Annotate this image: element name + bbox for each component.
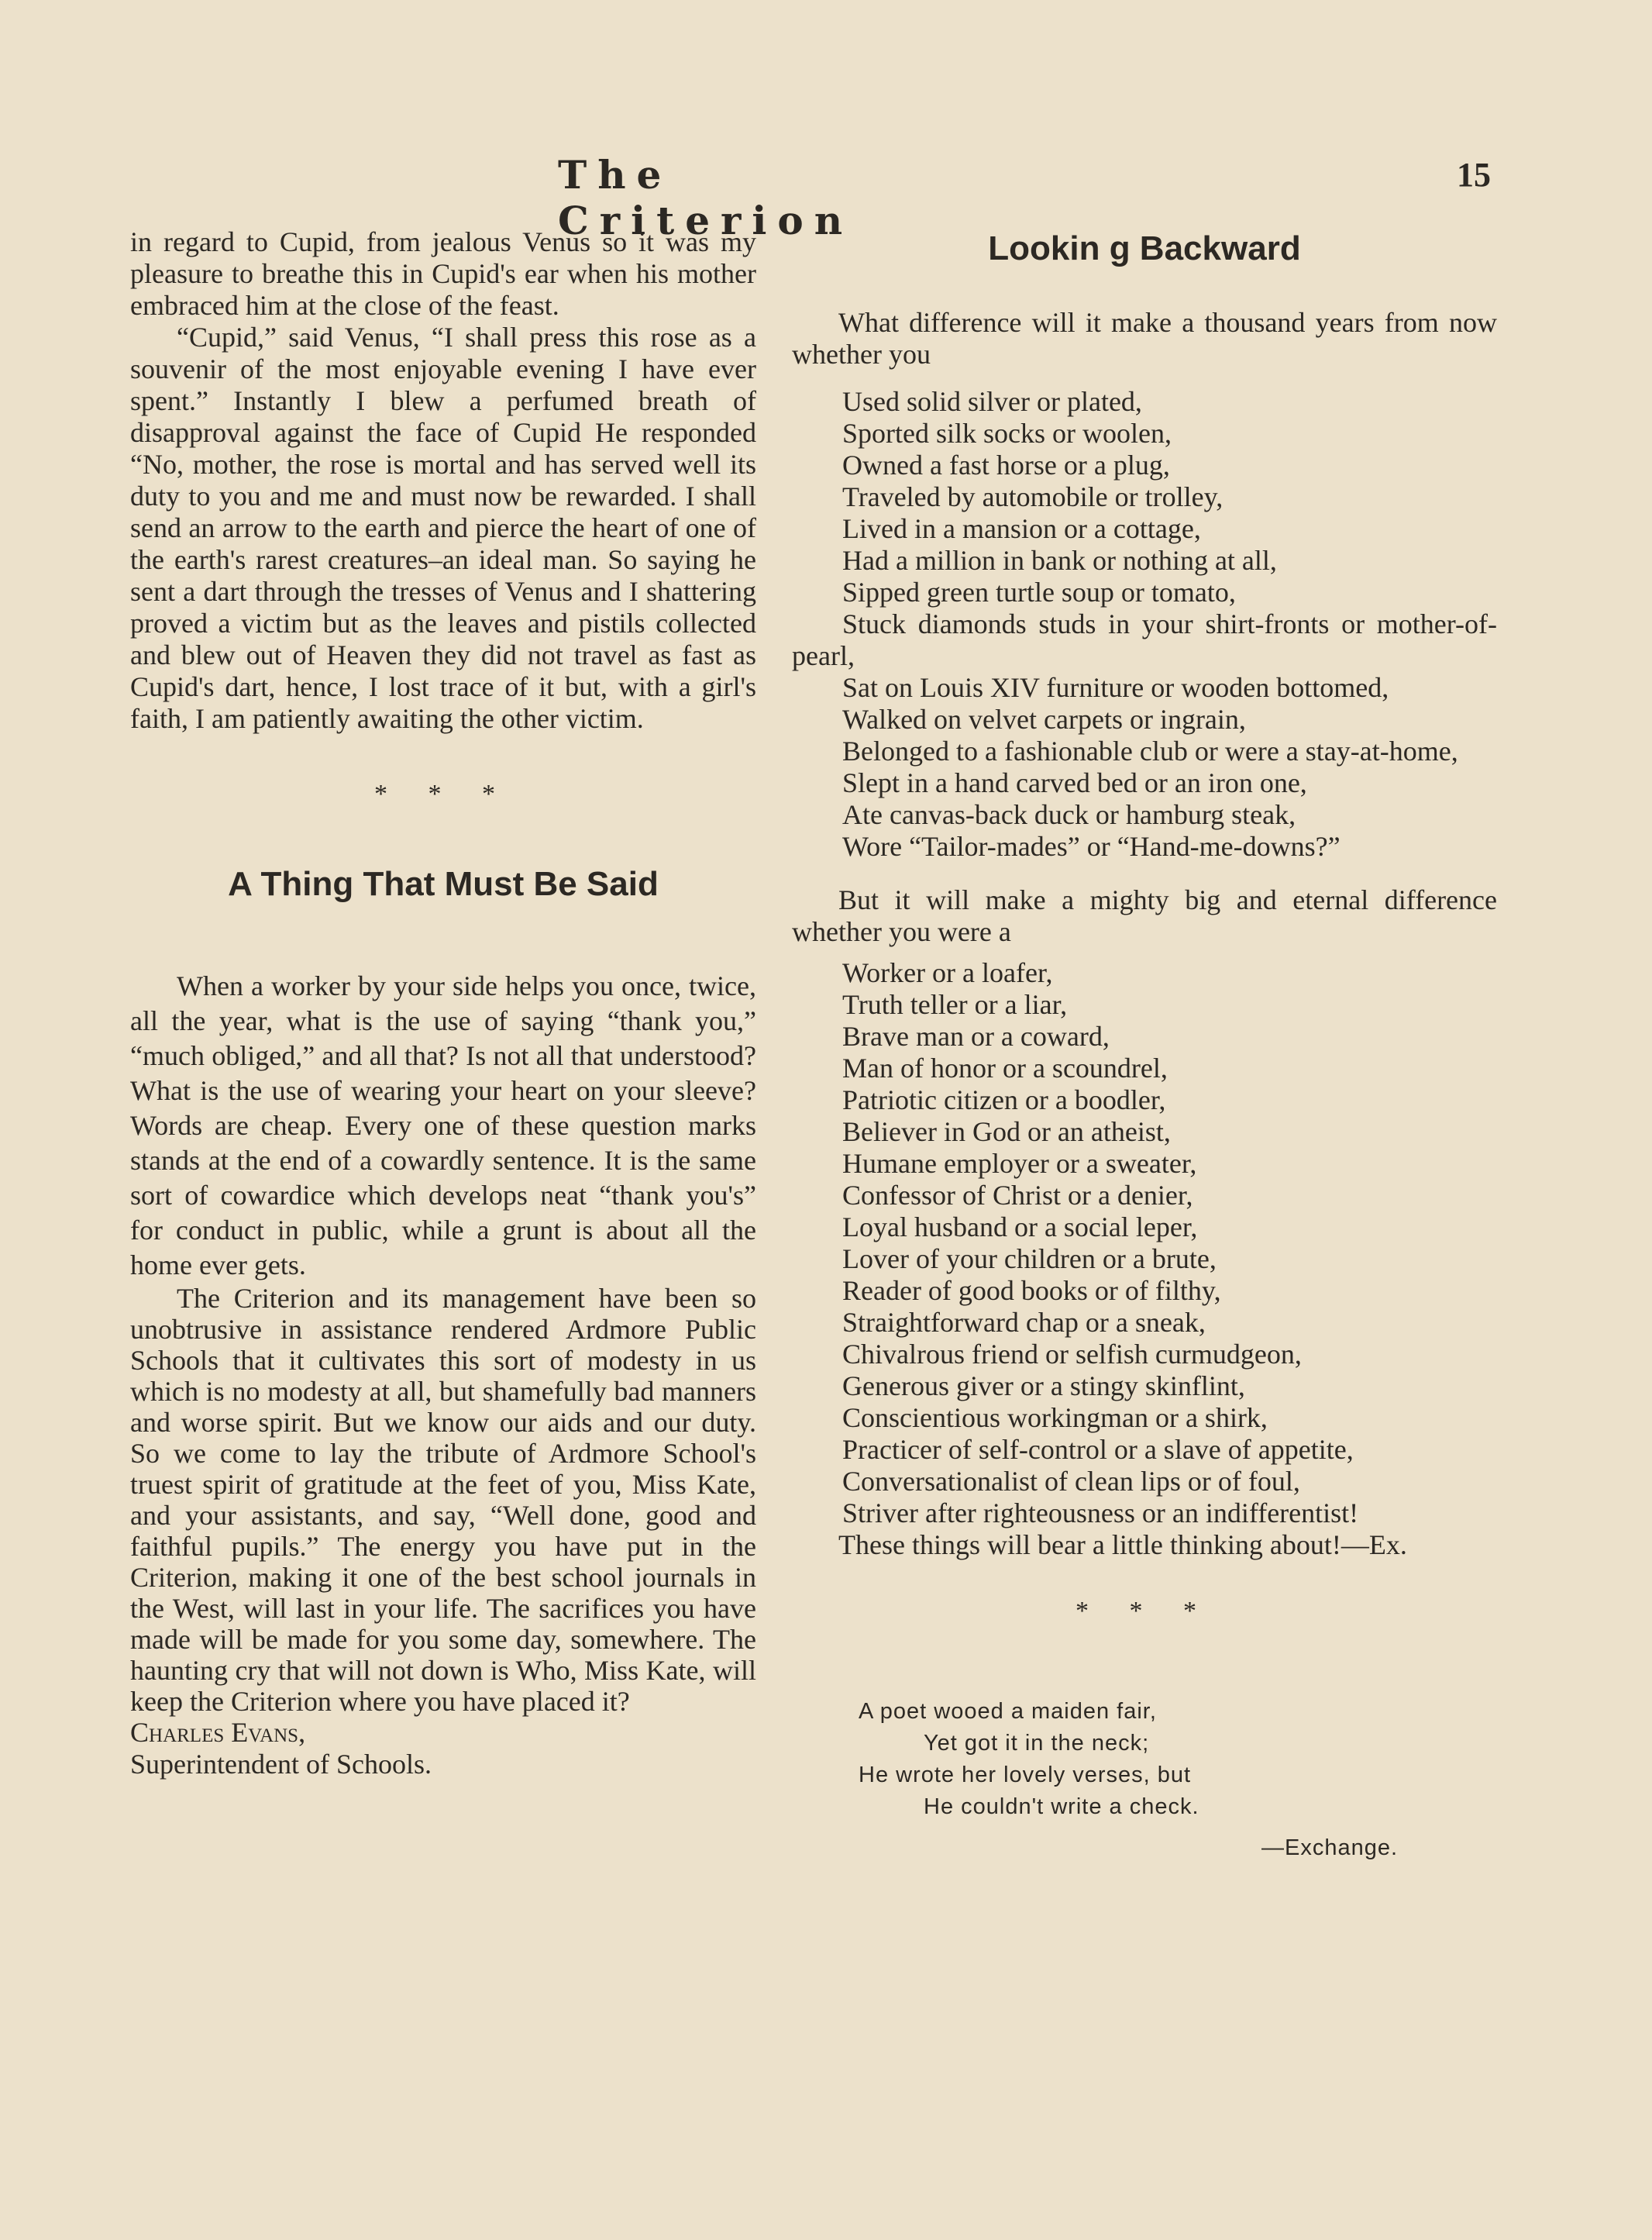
list-item: Sat on Louis XIV furniture or wooden bottomed, bbox=[842, 672, 1389, 703]
list-item: Walked on velvet carpets or ingrain, bbox=[842, 704, 1246, 735]
list-item: Patriotic citizen or a boodler, bbox=[842, 1084, 1166, 1115]
list-item: Confessor of Christ or a denier, bbox=[842, 1180, 1193, 1211]
article-heading-thing-said: A Thing That Must Be Said bbox=[228, 865, 659, 903]
list-item: Slept in a hand carved bed or an iron one, bbox=[842, 767, 1307, 798]
list-item: Humane employer or a sweater, bbox=[842, 1148, 1197, 1179]
list-item: Brave man or a coward, bbox=[842, 1021, 1110, 1052]
list-item: Striver after righteousness or an indifferentist! bbox=[842, 1497, 1359, 1528]
list-item: Wore “Tailor-mades” or “Hand-me-downs?” bbox=[842, 831, 1341, 862]
list-item: Reader of good books or of filthy, bbox=[842, 1275, 1221, 1306]
list-item: Used solid silver or plated, bbox=[842, 386, 1142, 417]
article-paragraph-2: The Criterion and its management have been so unobtrusive in assistance rendered Ardmore Public Schools that it cultivates this sort of modesty in us which is no modesty at all, but shamefully bad manners and worse spirit. But we know our aids and our duty. So we come to lay the tribute of Ardmore School's truest spirit of gratitude at the feet of you, Miss Kate, and your assistants, and say, “Well done, good and faithful pupils.” The energy you have put in the Criterion, making it one of the best school journals in the West, will last in your life. The sacrifices you have made will be made for you some day, somewhere. The haunting cry that will not down is Who, Miss Kate, will keep the Criterion where you have placed it? bbox=[130, 1283, 756, 1717]
list-item: Sipped green turtle soup or tomato, bbox=[842, 577, 1236, 608]
list-item: Stuck diamonds studs in your shirt-fronts or mother-of-pearl, bbox=[792, 608, 1497, 671]
cupid-story-paragraph: “Cupid,” said Venus, “I shall press this rose as a souvenir of the most enjoyable evening I have ever spent.” Instantly I blew a perfumed breath of disapproval against the face of Cupid He responded “No, mother, the rose is mortal and has served well its duty to you and me and must now be rewarded. I shall send an arrow to the earth and pierce the heart of one of the earth's rarest creatures–an ideal man. So saying he sent a dart through the tresses of Venus and I shattering proved a victim but as the leaves and pistils collected and blew out of Heaven they did not travel as fast as Cupid's dart, hence, I lost trace of it but, with a girl's faith, I am patiently awaiting the other victim. bbox=[130, 322, 756, 734]
difference-list-eternal bbox=[792, 957, 1497, 1529]
article-heading-looking-backward: Lookin g Backward bbox=[988, 229, 1301, 267]
list-item: Had a million in bank or nothing at all, bbox=[842, 545, 1277, 576]
list-item: Ate canvas-back duck or hamburg steak, bbox=[842, 799, 1296, 830]
signature-name: Charles Evans, bbox=[130, 1717, 306, 1748]
right-column bbox=[792, 226, 1497, 1864]
list-item: Practicer of self-control or a slave of appetite, bbox=[842, 1434, 1354, 1465]
list-item: Straightforward chap or a sneak, bbox=[842, 1307, 1206, 1338]
looking-backward-intro-2: But it will make a mighty big and eternal difference whether you were a bbox=[792, 884, 1497, 947]
poem-line: He wrote her lovely verses, but bbox=[859, 1763, 1192, 1787]
list-item: Conversationalist of clean lips or of foul, bbox=[842, 1466, 1300, 1497]
article-paragraph-1: When a worker by your side helps you once, twice, all the year, what is the use of saying “thank you,” “much obliged,” and all that? Is not all that understood? What is the use of wearing your heart on your sleeve? Words are cheap. Every one of these question marks stands at the end of a cowardly sentence. It is the same sort of cowardice which develops neat “thank you's” for conduct in public, while a grunt is about all the home ever gets. bbox=[130, 970, 756, 1280]
section-divider-stars: * * * bbox=[1076, 1597, 1213, 1625]
list-item: Belonged to a fashionable club or were a stay-at-home, bbox=[842, 736, 1458, 767]
difference-list-trivial bbox=[792, 386, 1497, 863]
signature-title: Superintendent of Schools. bbox=[130, 1749, 432, 1780]
list-item: Man of honor or a scoundrel, bbox=[842, 1053, 1168, 1084]
list-item: Chivalrous friend or selfish curmudgeon, bbox=[842, 1339, 1302, 1370]
list-item: Loyal husband or a social leper, bbox=[842, 1211, 1198, 1242]
list-item: Generous giver or a stingy skinflint, bbox=[842, 1370, 1245, 1401]
list-item: Lived in a mansion or a cottage, bbox=[842, 513, 1201, 544]
poem-credit: —Exchange. bbox=[1261, 1835, 1399, 1860]
list-item: Believer in God or an atheist, bbox=[842, 1116, 1171, 1147]
section-divider-stars: * * * bbox=[374, 780, 512, 808]
left-column bbox=[130, 226, 756, 1780]
poem-line: A poet wooed a maiden fair, bbox=[859, 1699, 1157, 1724]
cupid-story-continuation: in regard to Cupid, from jealous Venus so it was my pleasure to breathe this in Cupid's ear when his mother embraced him at the close of the feast. bbox=[130, 226, 756, 321]
short-poem bbox=[792, 1696, 1497, 1864]
list-item: Owned a fast horse or a plug, bbox=[842, 450, 1170, 481]
list-item: Sported silk socks or woolen, bbox=[842, 418, 1172, 449]
list-item: Lover of your children or a brute, bbox=[842, 1243, 1217, 1274]
list-item: Traveled by automobile or trolley, bbox=[842, 481, 1224, 512]
list-item: Worker or a loafer, bbox=[842, 957, 1053, 988]
poem-line: Yet got it in the neck; bbox=[924, 1731, 1150, 1756]
looking-backward-closing: These things will bear a little thinking about!—Ex. bbox=[838, 1529, 1407, 1560]
list-item: Conscientious workingman or a shirk, bbox=[842, 1402, 1268, 1433]
page-number: 15 bbox=[1457, 156, 1491, 194]
list-item: Truth teller or a liar, bbox=[842, 989, 1068, 1020]
running-title: The Criterion bbox=[558, 152, 854, 243]
looking-backward-intro: What difference will it make a thousand years from now whether you bbox=[792, 307, 1497, 370]
poem-line: He couldn't write a check. bbox=[924, 1794, 1199, 1819]
